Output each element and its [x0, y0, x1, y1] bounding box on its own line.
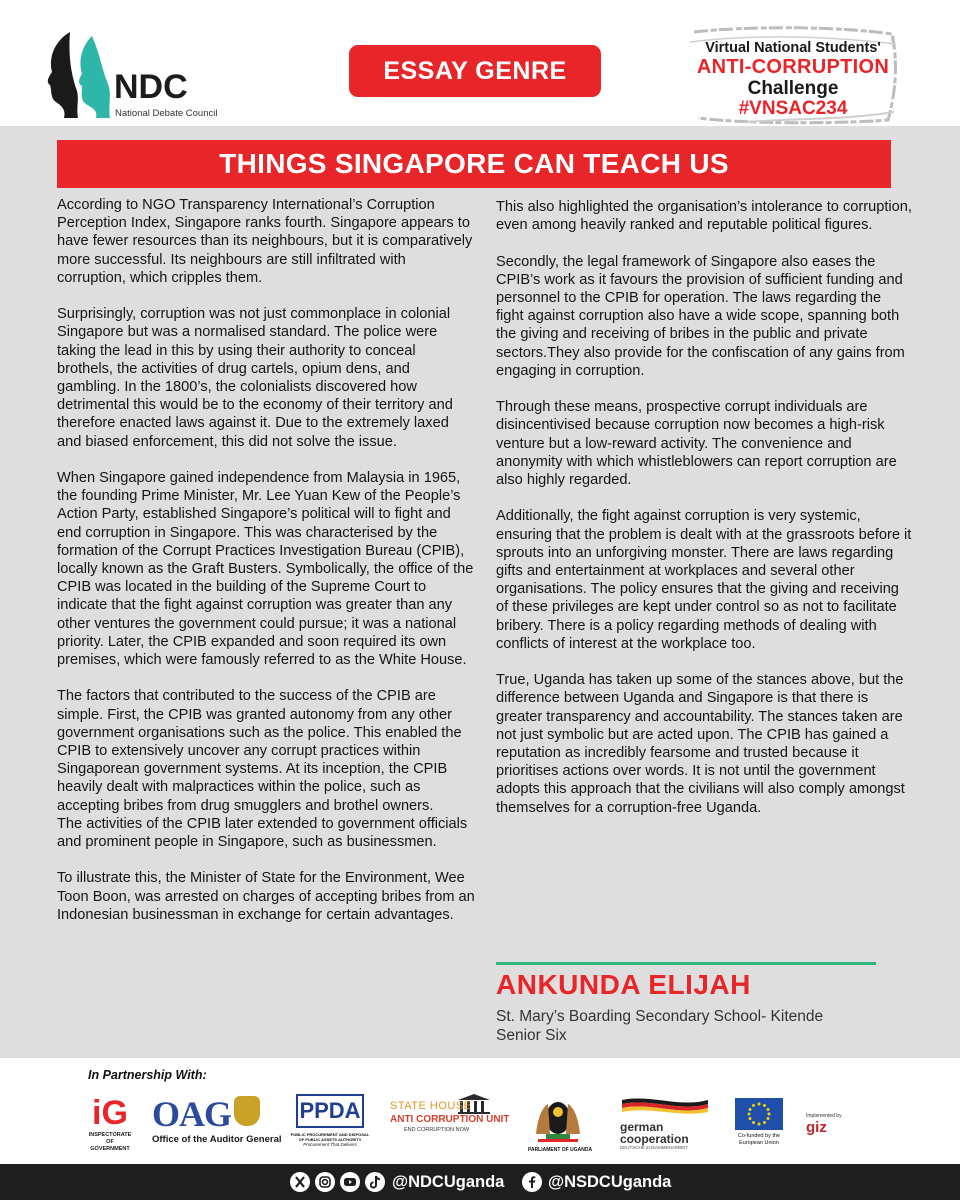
author-name: ANKUNDA ELIJAH	[496, 969, 751, 1000]
challenge-line-3: Challenge	[747, 78, 839, 99]
partner-logo-igg[interactable]	[88, 1094, 132, 1154]
challenge-line-1: Virtual National Students'	[705, 40, 881, 56]
ppda-tagline: Procurement That Delivers	[303, 1142, 357, 1147]
ndc-wordmark: NDC	[114, 68, 188, 106]
uganda-coat-of-arms-icon	[234, 1096, 260, 1126]
parliament-coat-of-arms-icon	[528, 1094, 588, 1142]
essay-title: THINGS SINGAPORE CAN TEACH US	[57, 140, 891, 188]
ppda-mark: PPDA	[296, 1094, 364, 1128]
author-divider	[496, 962, 876, 965]
ndc-logo[interactable]	[42, 28, 218, 122]
paragraph: When Singapore gained independence from Malaysia in 1965, the founding Prime Minister, Mr. Lee Yuan Kew of the People’s Action Party, established Singapore’s political will to fight and end corruption in Singapore. This was characterised by the formation of the Corrupt Practices Investigation Bureau (CPIB), locally known as the Graft Busters. Symbolically, the office of the CPIB was located in the building of the Supreme Court to indicate that the fight against corruption was greater than any other ventures the government could pursue; it was a national priority. Later, the CPIB expanded and soon required its own premises, which were famously referred to as the White House.	[57, 470, 474, 669]
paragraph: The factors that contributed to the success of the CPIB are simple. First, the CPIB was granted autonomy from any other government organisations such as the police. This enabled the CPIB to extensively uncover any corrupt practices within Singaporean government systems. At its inception, the CPIB heavily dealt with malpractices within the police, such as accepting bribes from drug smugglers and brothel owners.	[57, 688, 462, 814]
challenge-hashtag: #VNSAC234	[738, 98, 848, 119]
oag-caption: Office of the Auditor General	[152, 1134, 282, 1145]
facebook-icon[interactable]	[522, 1172, 542, 1192]
social-handle-secondary[interactable]: @NSDCUganda	[548, 1173, 672, 1191]
igg-caption: INSPECTORATE OF GOVERNMENT	[88, 1132, 132, 1152]
germany-uganda-flag-wave-icon	[620, 1094, 710, 1116]
instagram-icon[interactable]	[315, 1172, 335, 1192]
eu-flag-icon	[735, 1098, 783, 1130]
challenge-line-2: ANTI-CORRUPTION	[696, 56, 890, 78]
ndc-faces-icon	[42, 28, 112, 118]
partner-logo-state-house[interactable]	[390, 1094, 510, 1154]
paragraph: This also highlighted the organisation’s intolerance to corruption, even among heavily ranked and reputable political figures.	[496, 199, 912, 234]
partners-strip	[0, 1058, 960, 1164]
giz-pre: Implemented by	[806, 1113, 842, 1119]
partner-logo-giz[interactable]	[806, 1094, 876, 1154]
author-block	[496, 962, 896, 1045]
eu-caption: Co-funded by the European Union	[737, 1133, 781, 1146]
german-line1: german	[620, 1120, 664, 1134]
paragraph: The activities of the CPIB later extended to government officials and prominent people in Singapore, such as businessmen.	[57, 815, 468, 851]
ppda-caption: PUBLIC PROCUREMENT AND DISPOSAL OF PUBLIC ASSETS AUTHORITY	[290, 1132, 370, 1142]
partner-logo-ppda[interactable]	[288, 1094, 372, 1154]
state-house-line3: END CORRUPTION NOW	[404, 1127, 470, 1133]
state-house-line2: ANTI CORRUPTION UNIT	[390, 1114, 510, 1125]
essay-genre-badge: ESSAY GENRE	[349, 45, 601, 97]
x-twitter-icon[interactable]	[290, 1172, 310, 1192]
essay-right-column	[496, 198, 912, 835]
paragraph: To illustrate this, the Minister of State for the Environment, Wee Toon Boon, was arrested on charges of accepting bribes from an Indonesian businessman in exchange for certain advantages.	[57, 870, 475, 923]
paragraph: Through these means, prospective corrupt individuals are disincentivised because corruption now becomes a high-risk venture but a low-reward activity. The convenience and anonymity with which whistleblowers can report corruption are also highly regarded.	[496, 399, 897, 489]
youtube-icon[interactable]	[340, 1172, 360, 1192]
igg-mark: iG	[92, 1094, 128, 1132]
german-line2: cooperation	[620, 1132, 689, 1146]
state-house-line1: STATE HOUSE	[390, 1100, 472, 1112]
paragraph: Surprisingly, corruption was not just commonplace in colonial Singapore but was a normalised standard. The police were taking the lead in this by using their authority to conceal brothels, the activities of drug cartels, opium dens, and gambling. In the 1800’s, the colonialists discovered how detrimental this would be to the economy of their territory and therefore enacted laws against it. Due to the extremely laxed and biased enforcement, this did not solve the issue.	[57, 306, 453, 450]
author-school: St. Mary’s Boarding Secondary School- Kitende	[496, 1008, 824, 1025]
author-class: Senior Six	[496, 1027, 567, 1044]
essay-left-column	[57, 196, 475, 942]
social-footer	[0, 1164, 960, 1200]
partner-logo-german-cooperation[interactable]	[620, 1094, 710, 1154]
essay-panel	[0, 126, 960, 1058]
partners-label: In Partnership With:	[88, 1068, 207, 1082]
giz-mark: giz	[806, 1119, 827, 1136]
parliament-caption: PARLIAMENT OF UGANDA	[528, 1147, 593, 1153]
paragraph: Secondly, the legal framework of Singapore also eases the CPIB’s work as it favours the provision of sufficient funding and personnel to the CPIB for operation. The laws regarding the fight against corruption also have a wide scope, spanning both the giving and receiving of bribes in the public and private sectors.They also provide for the confiscation of any gains from engaging in corruption.	[496, 253, 905, 379]
tiktok-icon[interactable]	[365, 1172, 385, 1192]
paragraph: Additionally, the fight against corruption is very systemic, ensuring that the problem is dealt with at the grassroots before it sprouts into an unforgiving monster. There are laws regarding gifts and entertainment at workplaces and several other organisations. The policy ensures that the giving and receiving of these privileges are kept under control so as not to facilitate bribery. There is a policy regarding methods of dealing with conflicts of interest at the workplace too.	[496, 508, 912, 652]
social-handle-primary[interactable]: @NDCUganda	[392, 1173, 505, 1191]
oag-mark: OAG	[152, 1094, 232, 1134]
partner-logo-parliament[interactable]	[528, 1094, 593, 1154]
partner-logo-oag[interactable]	[152, 1094, 282, 1154]
paragraph: According to NGO Transparency International’s Corruption Perception Index, Singapore ranks fourth. Singapore appears to have fewer resources than its neighbours, but it is comparatively more successful. Its neighbours are still infiltrated with corruption, which cripples them.	[57, 197, 473, 286]
partner-logo-eu[interactable]	[728, 1094, 790, 1154]
header	[0, 0, 960, 126]
paragraph: True, Uganda has taken up some of the stances above, but the difference between Uganda and Singapore is that there is greater transparency and accountability. The stances taken are not just symbolic but are acted upon. The CPIB has gained a reputation as incredibly fearsome and trusted because it prioritises actions over words. It is not until the government adopts this approach that the civilians will also comply amongst themselves for a corruption-free Uganda.	[496, 672, 905, 816]
german-line3: DEUTSCHE ZUSAMMENARBEIT	[620, 1145, 689, 1150]
vnsac-challenge-logo[interactable]	[686, 22, 900, 126]
ndc-full-name: National Debate Council	[115, 108, 218, 119]
